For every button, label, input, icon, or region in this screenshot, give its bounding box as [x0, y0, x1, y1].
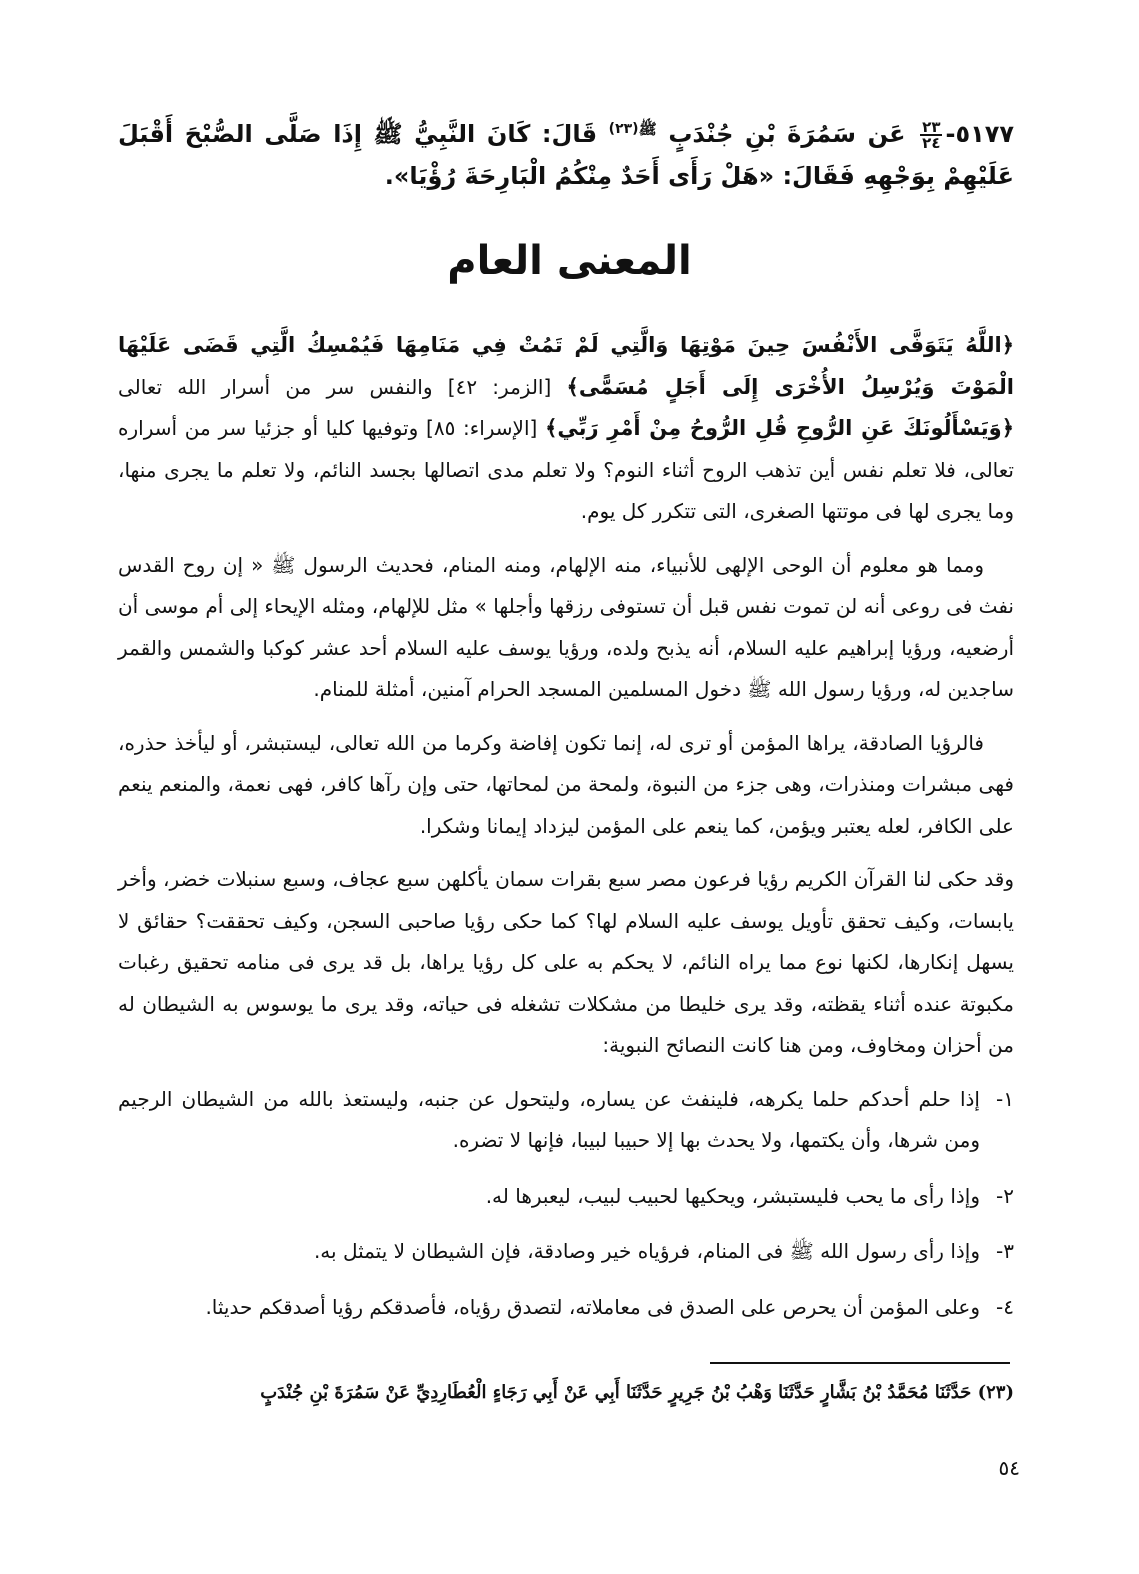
verse-reference: [الزمر: ٤٢] — [447, 374, 552, 399]
list-item — [118, 1079, 1014, 1162]
quran-verse: ﴿وَيَسْأَلُونَكَ عَنِ الرُّوحِ قُلِ الرُّوحُ مِنْ أَمْرِ رَبِّي﴾ — [545, 416, 1015, 440]
page-number: ٥٤ — [998, 1456, 1020, 1480]
list-item — [118, 1231, 1014, 1273]
hadith-number: ٥١٧٧- — [945, 120, 1015, 148]
list-text: إذا حلم أحدكم حلما يكرهه، فلينفث عن يساره، وليتحول عن جنبه، وليستعذ بالله من الشيطان الرجيم ومن شرها، وأن يكتمها، ولا يحدث بها إلا حبيبا لبيبا، فإنها لا تضره. — [118, 1086, 980, 1152]
list-text: وعلى المؤمن أن يحرص على الصدق فى معاملاته، لتصدق رؤياه، فأصدقكم رؤيا أصدقكم حديثا. — [205, 1294, 980, 1319]
footnote-reference[interactable]: (٢٣) — [608, 121, 639, 137]
footnote-text: حَدَّثَنَا مُحَمَّدُ بْنُ بَشَّارٍ حَدَّثَنَا وَهْبُ بْنُ جَرِيرٍ حَدَّثَنَا أَبِي عَنْ أَبِي رَجَاءٍ الْعُطَارِدِيِّ عَنْ سَمُرَةَ بْنِ جُنْدَبٍ — [260, 1382, 972, 1403]
footnote-divider — [710, 1362, 1010, 1364]
honorific-icon: ﷺ — [638, 120, 657, 138]
paragraph-text: والنفس سر من أسرار الله تعالى — [118, 374, 433, 399]
footnote — [118, 1378, 1014, 1408]
paragraph: فالرؤيا الصادقة، يراها المؤمن أو ترى له، إنما تكون إفاضة وكرما من الله تعالى، ليستبشر، أو ليأخذ حذره، فهى مبشرات ومنذرات، وهى جزء من النبوة، ولمحة من لمحاتها، حتى وإن رآها كافر، فهى نعمة، والمنعم ينعم على الكافر، لعله يعتبر ويؤمن، كما ينعم على المؤمن ليزداد إيمانا وشكرا. — [118, 730, 1014, 838]
list-number: ١- — [996, 1086, 1014, 1111]
body-text — [118, 325, 1014, 1342]
list-number: ٢- — [996, 1183, 1014, 1208]
list-item — [118, 1176, 1014, 1218]
hadith-text: قَالَ: كَانَ النَّبِيُّ ﷺ إِذَا صَلَّى الصُّبْحَ أَقْبَلَ عَلَيْهِمْ بِوَجْهِهِ فَقَالَ: «هَلْ رَأَى أَحَدٌ مِنْكُمُ الْبَارِحَةَ رُؤْيَا». — [118, 120, 1014, 190]
paragraph: ومما هو معلوم أن الوحى الإلهى للأنبياء، منه الإلهام، ومنه المنام، فحديث الرسول ﷺ « إن روح القدس نفث فى روعى أنه لن تموت نفس قبل أن تستوفى رزقها وأجلها » مثل للإلهام، ومثله الإيحاء إلى أم موسى أن أرضعيه، ورؤيا إبراهيم عليه السلام، أنه يذبح ولده، ورؤيا يوسف عليه السلام أحد عشر كوكبا والشمس والقمر ساجدين له، ورؤيا رسول الله ﷺ دخول المسلمين المسجد الحرام آمنين، أمثلة للمنام. — [117, 552, 1014, 701]
list-number: ٤- — [996, 1294, 1014, 1319]
paragraph: وقد حكى لنا القرآن الكريم رؤيا فرعون مصر سبع بقرات سمان يأكلهن سبع عجاف، وسبع سنبلات خضر، وأخر يابسات، وكيف تحقق تأويل يوسف عليه السلام لها؟ كما حكى رؤيا صاحبى السجن، وكيف تحققت؟ حقائق لا يسهل إنكارها، لكنها نوع مما يراه النائم، لا يحكم به على كل رؤيا يراها، بل قد يرى فى منامه تحقيق رغبات مكبوتة عنده أثناء يقظته، وقد يرى خليطا من مشكلات تشغله فى حياته، وقد يرى ما يوسوس به الشيطان له من أحزان ومخاوف، ومن هنا كانت النصائح النبوية: — [118, 867, 1014, 1057]
hadith-fraction — [920, 120, 942, 150]
footnote-number: (٢٣) — [977, 1382, 1014, 1403]
quran-verse: ﴿اللَّهُ يَتَوَفَّى الأَنْفُسَ حِينَ مَوْتِهَا وَالَّتِي لَمْ تَمُتْ فِي مَنَامِهَا فَيُمْسِكُ الَّتِي قَضَى عَلَيْهَا الْمَوْتَ وَيُرْسِلُ الأُخْرَى إِلَى أَجَلٍ مُسَمًّى﴾ — [118, 333, 1015, 399]
fraction-bottom: ٢٤ — [922, 134, 941, 152]
hadith-narrator: عَن سَمُرَةَ بْنِ جُنْدَبٍ — [668, 120, 906, 148]
fraction-top: ٢٣ — [922, 118, 941, 136]
list-text: وإذا رأى رسول الله ﷺ فى المنام، فرؤياه خير وصادقة، فإن الشيطان لا يتمثل به. — [313, 1239, 980, 1263]
paragraph — [118, 325, 1014, 533]
list-text: وإذا رأى ما يحب فليستبشر، ويحكيها لحبيب لبيب، ليعبرها له. — [485, 1183, 980, 1208]
list-number: ٣- — [996, 1239, 1014, 1263]
advice-list — [118, 1079, 1014, 1329]
list-item — [118, 1287, 1014, 1329]
hadith-block — [118, 108, 1014, 197]
section-title: المعنى العام — [447, 238, 692, 284]
paragraph-text: وتوفيها كليا أو جزئيا سر من أسراره تعالى، فلا تعلم نفس أين تذهب الروح أثناء النوم؟ ولا تعلم مدى اتصالها بجسد النائم، ولا تعلم ما يجرى منها، وما يجرى لها فى موتتها الصغرى، التى تتكرر كل يوم. — [118, 416, 1014, 523]
verse-reference: [الإسراء: ٨٥] — [426, 416, 538, 440]
